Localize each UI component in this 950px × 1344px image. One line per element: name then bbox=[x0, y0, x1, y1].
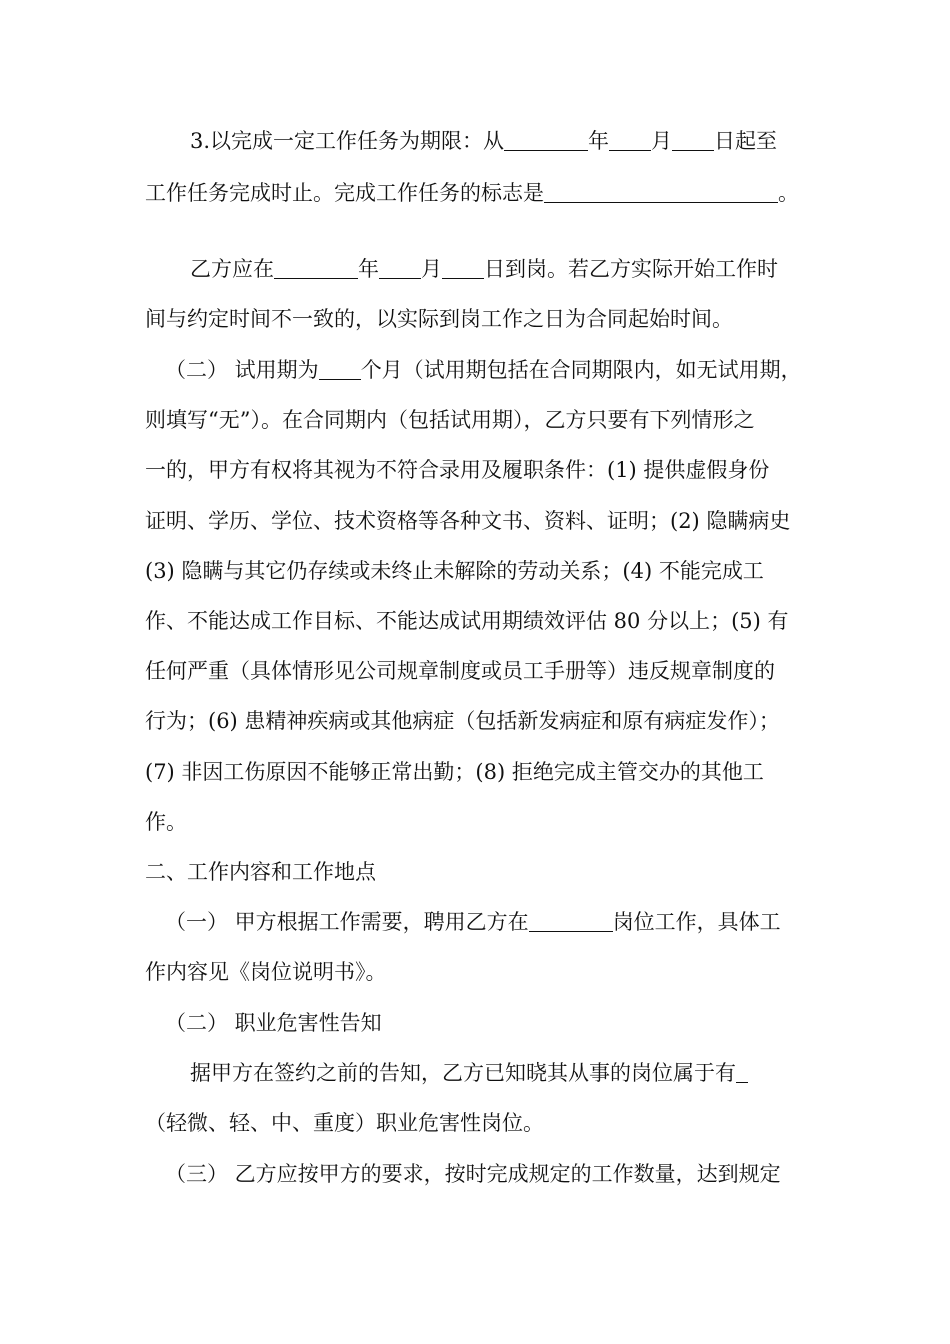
subsection-heading: （二） 职业危害性告知 bbox=[165, 1011, 382, 1035]
text-line: 证明、学历、学位、技术资格等各种文书、资料、证明；(2) 隐瞒病史 bbox=[145, 509, 791, 533]
text-line: (7) 非因工伤原因不能够正常出勤；(8) 拒绝完成主管交办的其他工 bbox=[145, 760, 764, 784]
text-line: 作。 bbox=[145, 810, 187, 834]
day-blank bbox=[672, 128, 714, 151]
start-year-blank bbox=[274, 256, 358, 279]
text-line: （轻微、轻、中、重度）职业危害性岗位。 bbox=[145, 1111, 544, 1135]
text-line: 任何严重（具体情形见公司规章制度或员工手册等）违反规章制度的 bbox=[145, 659, 775, 683]
term-option-3: 3.以完成一定工作任务为期限：从 年 月 日起至 bbox=[190, 129, 778, 153]
start-date-line: 乙方应在 年 月 日到岗。若乙方实际开始工作时 bbox=[190, 257, 778, 281]
month-blank bbox=[609, 128, 651, 151]
probation-months-blank bbox=[319, 357, 361, 380]
text-line: 一的，甲方有权将其视为不符合录用及履职条件：(1) 提供虚假身份 bbox=[145, 458, 770, 482]
position-line: （一） 甲方根据工作需要，聘用乙方在 岗位工作，具体工 bbox=[165, 910, 781, 934]
hazard-notice-line: 据甲方在签约之前的告知，乙方已知晓其从事的岗位属于有 bbox=[190, 1058, 870, 1088]
probation-line: （二） 试用期为 个月（试用期包括在合同期限内，如无试用期， bbox=[165, 358, 802, 382]
start-month-blank bbox=[379, 256, 421, 279]
year-blank bbox=[504, 128, 588, 151]
completion-mark-blank bbox=[544, 180, 778, 203]
text-line: 则填写“无”）。在合同期内（包括试用期），乙方只要有下列情形之 bbox=[145, 408, 755, 432]
text-line: 作内容见《岗位说明书》。 bbox=[145, 960, 387, 984]
text-line: (3) 隐瞒与其它仍存续或未终止未解除的劳动关系；(4) 不能完成工 bbox=[145, 559, 764, 583]
text-line: 间与约定时间不一致的，以实际到岗工作之日为合同起始时间。 bbox=[145, 307, 733, 331]
task-completion-line: 工作任务完成时止。完成工作任务的标志是 。 bbox=[145, 181, 799, 205]
text-line: 作、不能达成工作目标、不能达成试用期绩效评估 80 分以上；(5) 有 bbox=[145, 609, 789, 633]
text-line: （三） 乙方应按甲方的要求，按时完成规定的工作数量，达到规定 bbox=[165, 1162, 781, 1186]
start-day-blank bbox=[442, 256, 484, 279]
section-heading: 二、工作内容和工作地点 bbox=[145, 860, 376, 884]
hazard-level-blank bbox=[736, 1060, 748, 1083]
text-line: 行为；(6) 患精神疾病或其他病症（包括新发病症和原有病症发作）； bbox=[145, 709, 780, 733]
position-blank bbox=[529, 909, 613, 932]
